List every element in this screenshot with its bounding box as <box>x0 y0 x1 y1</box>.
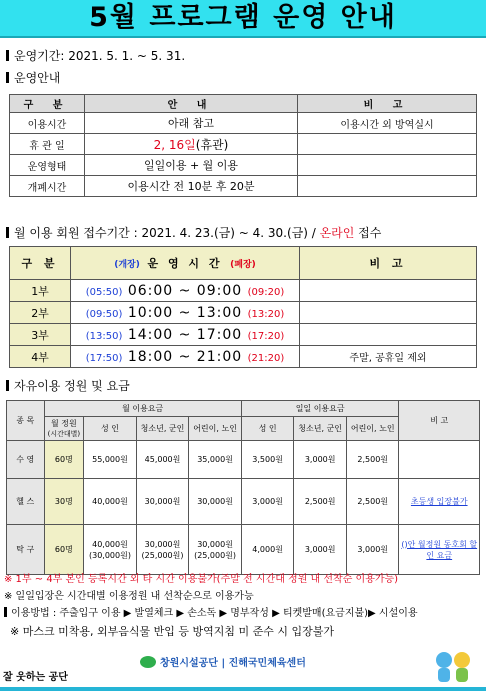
row-label: 휴 관 일 <box>10 134 85 155</box>
fee-cell: 55,000원 <box>84 441 137 479</box>
row-value: 아래 참고 <box>85 113 298 134</box>
section-bar <box>6 72 9 83</box>
row-label: 개폐시간 <box>10 176 85 197</box>
time-cell: (09:50) 10:00 ~ 13:00 (13:20) <box>71 302 300 324</box>
capacity-header: 월 정원 (시간대별) <box>44 417 84 441</box>
row-note: 이용시간 외 방역실시 <box>298 113 477 134</box>
capacity-cell: 60명 <box>44 525 84 575</box>
period-line: 운영기간: 2021. 5. 1. ~ 5. 31. <box>6 47 185 64</box>
fee-note <box>399 441 480 479</box>
section-bar <box>6 380 9 391</box>
col-header: 청소년, 군인 <box>294 417 347 441</box>
col-header: 구 분 <box>10 247 71 280</box>
time-cell: (05:50) 06:00 ~ 09:00 (09:20) <box>71 280 300 302</box>
col-header: 성 인 <box>84 417 137 441</box>
row-note <box>298 155 477 176</box>
fee-cell: 3,000원 <box>294 525 347 575</box>
part-label: 1부 <box>10 280 71 302</box>
item-label: 탁 구 <box>7 525 45 575</box>
col-header: 안 내 <box>85 95 298 113</box>
fee-cell: 3,000원 <box>241 479 294 525</box>
registration-line: 월 이용 회원 접수기간 : 2021. 4. 23.(금) ~ 4. 30.(금) / 온라인 접수 <box>6 224 381 241</box>
footer-slogan: 잘 웃하는 공단 <box>3 672 68 683</box>
mascot-icon <box>432 646 476 686</box>
schedule-table <box>9 246 477 368</box>
col-header: 비 고 <box>399 401 480 441</box>
info-table <box>9 94 477 197</box>
section-bar <box>6 50 9 61</box>
logo-icon <box>140 656 156 668</box>
fee-cell: 30,000원 <box>189 479 242 525</box>
fee-cell: 40,000원 <box>84 479 137 525</box>
time-cell: (13:50) 14:00 ~ 17:00 (17:20) <box>71 324 300 346</box>
row-note <box>300 324 477 346</box>
row-value: 일일이용 + 월 이용 <box>85 155 298 176</box>
part-label: 3부 <box>10 324 71 346</box>
col-header: 비 고 <box>300 247 477 280</box>
col-header: 비 고 <box>298 95 477 113</box>
row-label: 운영형태 <box>10 155 85 176</box>
fee-cell: 3,000원 <box>294 441 347 479</box>
fee-note: 초등생 입장불가 <box>399 479 480 525</box>
row-note <box>298 176 477 197</box>
row-value: 이용시간 전 10분 후 20분 <box>85 176 298 197</box>
col-header: 청소년, 군인 <box>136 417 189 441</box>
fee-cell: 30,000원 <box>136 479 189 525</box>
footer-logo: 창원시설공단 | 진해국민체육센터 <box>140 654 306 669</box>
fee-cell: 40,000원 (30,000원) <box>84 525 137 575</box>
fee-table <box>6 400 480 575</box>
note-usage-method: 이용방법 : 주출입구 이용 ▶ 발열체크 ▶ 손소독 ▶ 명부작성 ▶ 티켓발매(요금지불)▶ 시설이용 <box>4 604 418 619</box>
fee-cell: 4,000원 <box>241 525 294 575</box>
fee-cell: 2,500원 <box>294 479 347 525</box>
section-heading-fee: 자유이용 정원 및 요금 <box>6 377 130 394</box>
row-note <box>300 280 477 302</box>
fee-cell: 2,500원 <box>346 441 399 479</box>
section-bar <box>6 227 9 238</box>
fee-cell: 35,000원 <box>189 441 242 479</box>
note-daily-entry: ※ 일일입장은 시간대별 이용정원 내 선착순으로 이용가능 <box>4 591 254 602</box>
part-label: 4부 <box>10 346 71 368</box>
note-time-restriction: ※ 1부 ~ 4부 본인 등록시간 외 타 시간 이용불가(주말 전 시간대 정원 내 선착순 이용가능) <box>4 574 399 585</box>
fee-note: ()안 월정원 동호회 할인 요금 <box>399 525 480 575</box>
time-cell: (17:50) 18:00 ~ 21:00 (21:20) <box>71 346 300 368</box>
fee-cell: 30,000원 (25,000원) <box>189 525 242 575</box>
col-header: 구 분 <box>10 95 85 113</box>
part-label: 2부 <box>10 302 71 324</box>
col-header: 어린이, 노인 <box>189 417 242 441</box>
fee-cell: 30,000원 (25,000원) <box>136 525 189 575</box>
col-header-time: (개장) 운 영 시 간 (폐장) <box>71 247 300 280</box>
col-header: 월 이용요금 <box>44 401 241 417</box>
row-label: 이용시간 <box>10 113 85 134</box>
row-note <box>300 302 477 324</box>
table-row <box>7 441 480 479</box>
row-note: 주말, 공휴일 제외 <box>300 346 477 368</box>
col-header: 어린이, 노인 <box>346 417 399 441</box>
footer <box>0 640 486 691</box>
fee-cell: 3,500원 <box>241 441 294 479</box>
item-label: 헬 스 <box>7 479 45 525</box>
fee-cell: 3,000원 <box>346 525 399 575</box>
capacity-cell: 30명 <box>44 479 84 525</box>
capacity-cell: 60명 <box>44 441 84 479</box>
section-heading-info: 운영안내 <box>6 69 60 86</box>
row-value: 2, 16일(휴관) <box>85 134 298 155</box>
col-header: 종 목 <box>7 401 45 441</box>
section-bar <box>4 607 7 617</box>
footer-divider <box>0 687 486 691</box>
item-label: 수 영 <box>7 441 45 479</box>
table-row <box>7 479 480 525</box>
col-header: 일일 이용요금 <box>241 401 399 417</box>
fee-cell: 45,000원 <box>136 441 189 479</box>
page-title: 5월 프로그램 운영 안내 <box>0 0 486 38</box>
col-header: 성 인 <box>241 417 294 441</box>
fee-cell: 2,500원 <box>346 479 399 525</box>
table-row <box>7 525 480 575</box>
row-note <box>298 134 477 155</box>
note-mask: ※ 마스크 미착용, 외부음식물 반입 등 방역지침 미 준수 시 입장불가 <box>10 625 334 638</box>
